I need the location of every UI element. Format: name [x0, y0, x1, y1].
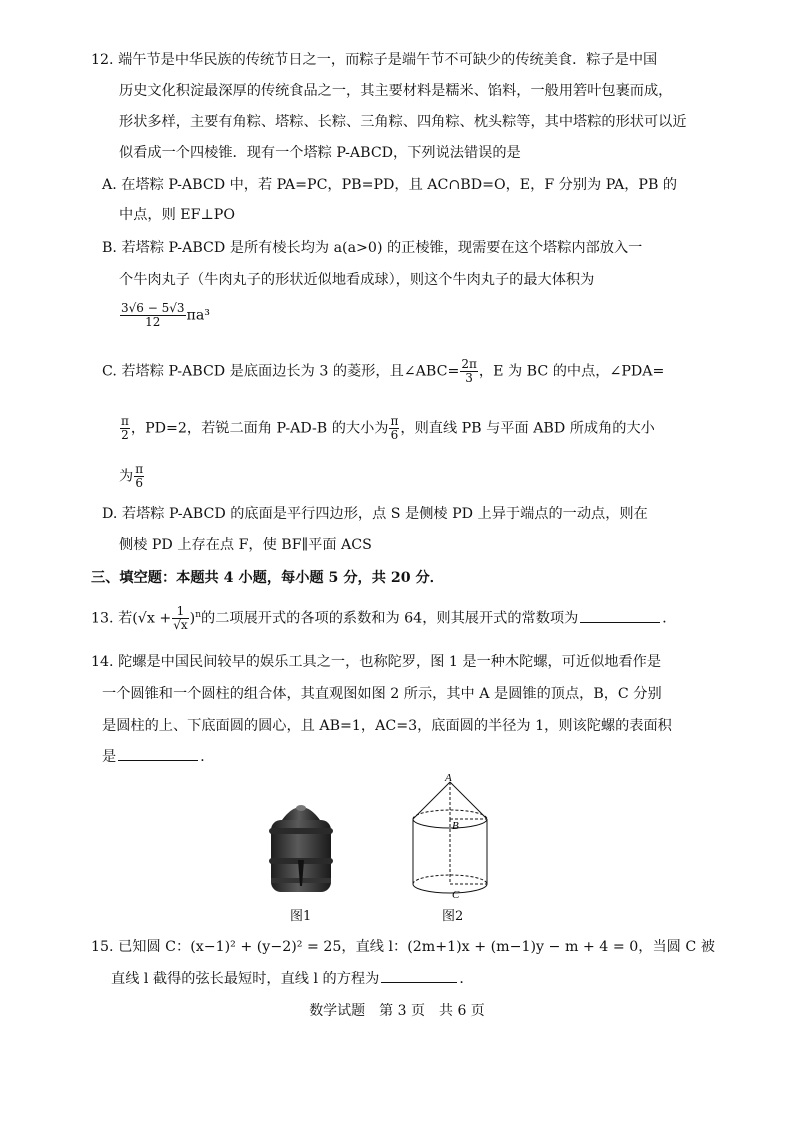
center-b-label: B [452, 820, 459, 832]
fraction-denominator: 2 [121, 428, 129, 442]
fraction-numerator: π [121, 414, 129, 428]
angle-fraction [134, 463, 144, 490]
q13-answer-blank[interactable] [580, 608, 660, 623]
fraction-numerator: 3√6 − 5√3 [121, 301, 185, 315]
page-footer: 数学试题 第 3 页 共 6 页 [309, 1003, 485, 1019]
angle-fraction [120, 415, 130, 442]
q12-option-a-line-1: A. 在塔粽 P-ABCD 中，若 PA=PC，PB=PD，且 AC∩BD=O，E，F 分别为 PA，PB 的 [102, 177, 678, 193]
fraction-numerator: 2π [461, 357, 477, 371]
cone-cylinder-diagram [400, 774, 500, 904]
fraction-numerator: π [390, 414, 399, 428]
q12-option-b-formula [119, 302, 210, 329]
q12-line-3: 形状多样，主要有角粽、塔粽、长粽、三角粽、四角粽、枕头粽等，其中塔粽的形状可以近 [119, 114, 687, 130]
volume-fraction [120, 302, 186, 329]
q12-option-d-line-1: D. 若塔粽 P-ABCD 的底面是平行四边形，点 S 是侧棱 PD 上异于端点的一动点，则在 [102, 506, 648, 522]
center-c-label: C [452, 889, 460, 901]
q15-period: ． [459, 971, 474, 987]
fraction-denominator: 3 [465, 371, 473, 385]
pi-a-cubed: πa³ [186, 307, 210, 324]
q12-line-2: 历史文化积淀最深厚的传统食品之一，其主要材料是糯米、馅料，一般用箬叶包裹而成， [119, 83, 673, 99]
option-c-text: 为 [119, 468, 134, 485]
option-c-text: ，则直线 PB 与平面 ABD 所成角的大小 [400, 420, 655, 437]
q12-option-b-line-1: B. 若塔粽 P-ABCD 是所有棱长均为 a(a>0) 的正棱锥，现需要在这个塔粽内部放入一 [102, 240, 643, 256]
q15-answer-blank[interactable] [381, 968, 457, 983]
q14-line-2: 一个圆锥和一个圆柱的组合体，其直观图如图 2 所示，其中 A 是圆锥的顶点，B，C 分别 [102, 686, 662, 702]
q15-line-1: 15. 已知圆 C：(x−1)² + (y−2)² = 25，直线 l：(2m+1)x + (m−1)y − m + 4 = 0，当圆 C 被 [91, 939, 715, 955]
q13-text: 的二项展开式的各项的系数和为 64，则其展开式的常数项为 [201, 610, 579, 627]
q14-line-3: 是圆柱的上、下底面圆的圆心，且 AB=1，AC=3，底面圆的半径为 1，则该陀螺的表面积 [102, 718, 672, 734]
fraction-denominator: √x [173, 618, 188, 633]
q12-option-d-line-2: 侧棱 PD 上存在点 F，使 BF∥平面 ACS [119, 537, 372, 553]
q15-text: 直线 l 截得的弦长最短时，直线 l 的方程为 [111, 971, 380, 987]
section-heading: 三、填空题：本题共 4 小题，每小题 5 分，共 20 分． [91, 570, 444, 586]
q12-option-a-line-2: 中点，则 EF⊥PO [119, 207, 235, 223]
q12-line-1: 12. 端午节是中华民族的传统节日之一，而粽子是端午节不可缺少的传统美食．粽子是中国 [91, 52, 658, 68]
q14-line-4 [102, 746, 214, 767]
fraction-denominator: 6 [135, 476, 143, 490]
fraction-numerator: π [135, 462, 144, 476]
q12-option-c-line-2 [119, 415, 655, 442]
q12-option-c-line-1 [102, 358, 664, 385]
q15-line-2 [111, 968, 474, 989]
vertex-a-label: A [445, 774, 452, 784]
angle-fraction [389, 415, 399, 442]
q12-option-b-line-2: 个牛肉丸子（牛肉丸子的形状近似地看成球），则这个牛肉丸子的最大体积为 [119, 272, 595, 288]
fraction-denominator: 6 [390, 428, 399, 442]
figure-1-caption: 图1 [290, 909, 312, 924]
q13-expression: ) [189, 610, 196, 627]
q14-text: 是 [102, 749, 117, 765]
angle-fraction [460, 358, 478, 385]
q14-line-1: 14. 陀螺是中国民间较早的娱乐工具之一，也称陀罗，图 1 是一种木陀螺，可近似地看作是 [91, 654, 662, 670]
fraction-numerator: 1 [172, 605, 188, 619]
option-c-text: C. 若塔粽 P-ABCD 是底面边长为 3 的菱形，且∠ABC= [102, 363, 460, 380]
q13-fraction [172, 605, 188, 632]
fraction-denominator: 12 [145, 315, 161, 329]
q13-exponent: n [195, 610, 202, 620]
option-c-text: ，E 为 BC 的中点，∠PDA= [478, 363, 665, 380]
q13-period: ． [662, 610, 677, 627]
q12-line-4: 似看成一个四棱锥．现有一个塔粽 P-ABCD，下列说法错误的是 [119, 145, 521, 161]
spinning-top-photo [262, 798, 340, 898]
q14-answer-blank[interactable] [118, 746, 198, 761]
q13-text: 13. 若 [91, 610, 133, 627]
q13-line [91, 605, 676, 632]
q13-expression: (√x + [132, 610, 172, 627]
q14-period: ． [200, 749, 215, 765]
option-c-text: ，PD=2，若锐二面角 P-AD-B 的大小为 [130, 420, 389, 437]
figure-2-caption: 图2 [442, 909, 464, 924]
q12-option-c-line-3 [119, 463, 145, 490]
